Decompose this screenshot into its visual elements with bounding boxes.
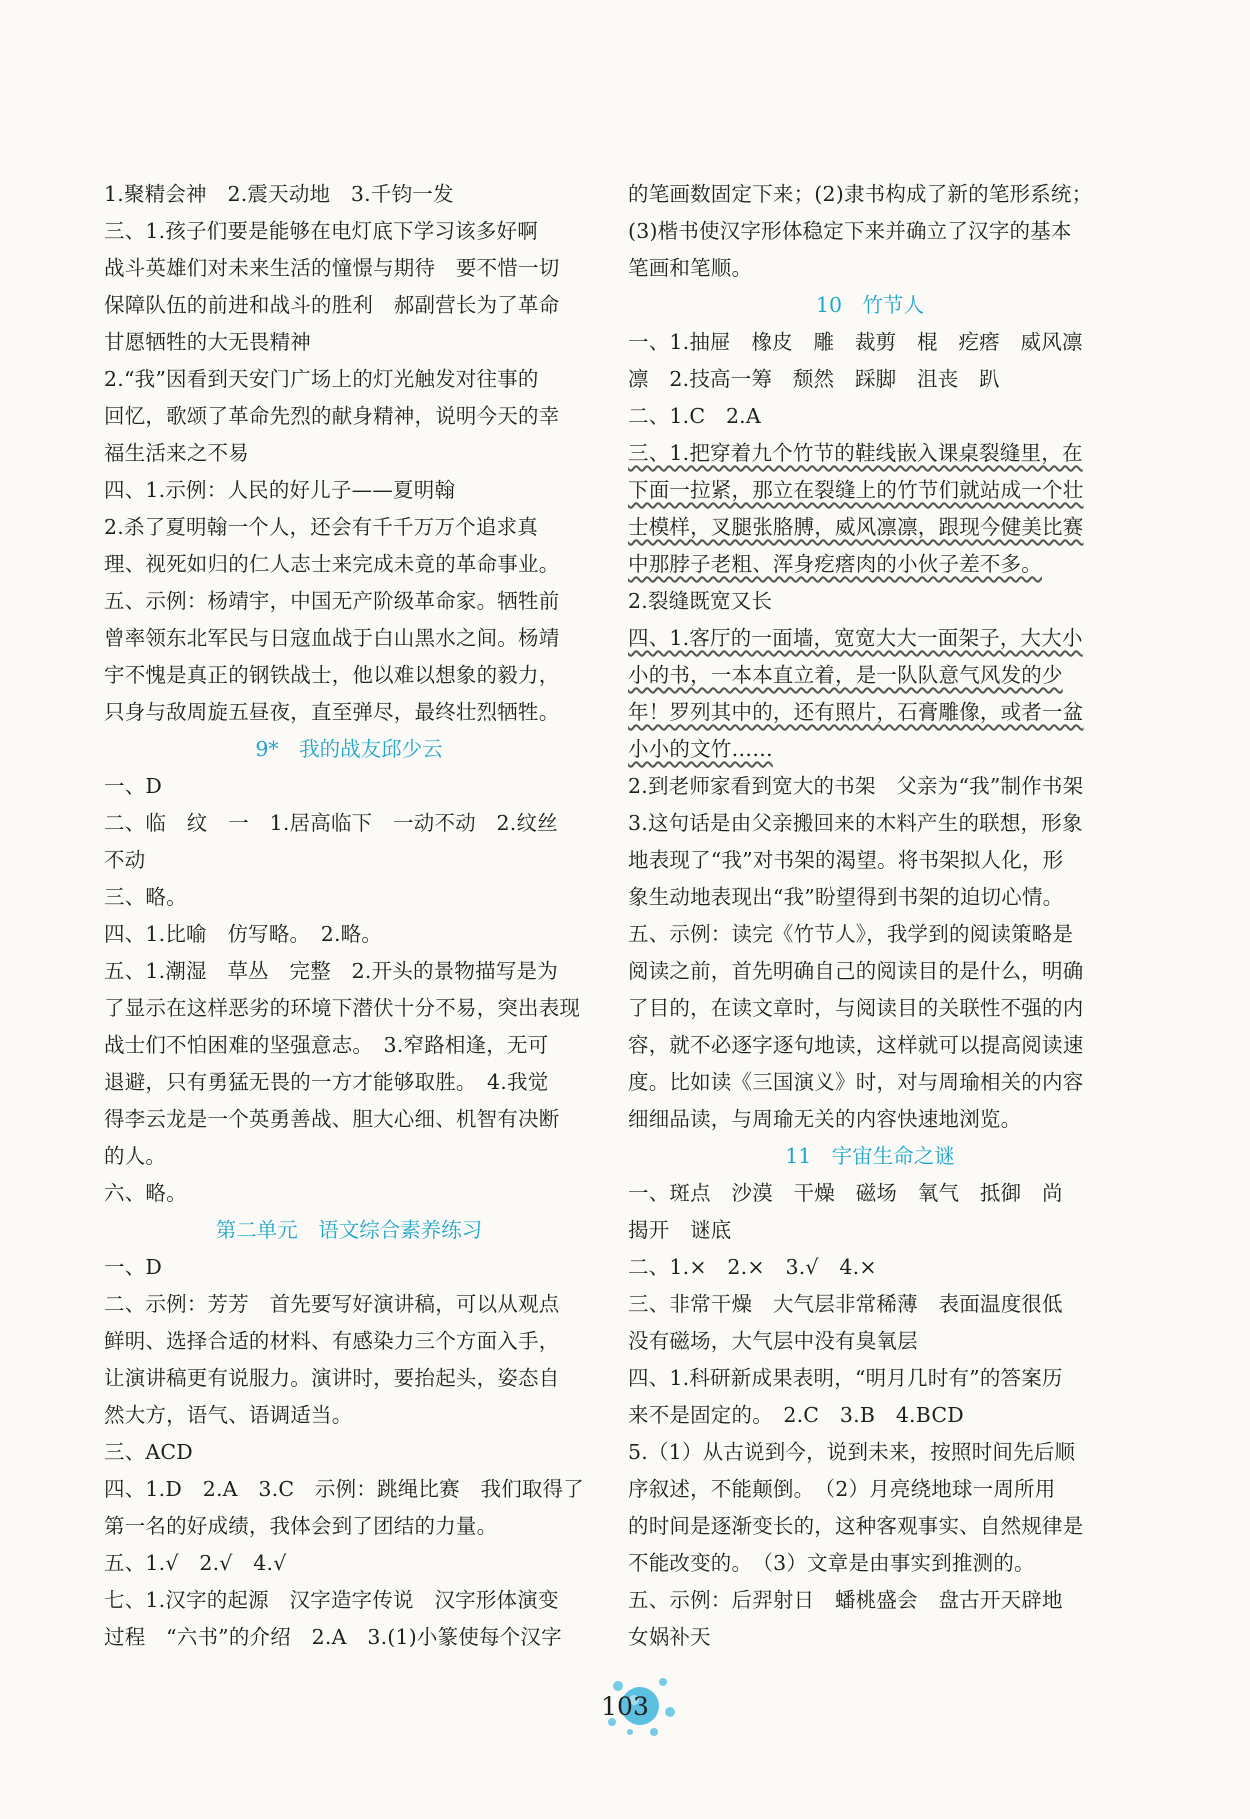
line-text: 退避，只有勇猛无畏的一方才能够取胜。 4.我觉 (104, 1070, 549, 1094)
text-line (628, 731, 1112, 768)
line-text: 五、1.√ 2.√ 4.√ (104, 1551, 287, 1575)
text-line (104, 176, 594, 213)
line-text: 三、1.把穿着九个竹节的鞋线嵌入课桌裂缝里，在 (628, 441, 1083, 465)
text-line (628, 1027, 1112, 1064)
text-line (628, 1323, 1112, 1360)
text-line (104, 398, 594, 435)
line-text: 小小的文竹…… (628, 737, 773, 761)
line-text: 阅读之前，首先明确自己的阅读目的是什么，明确 (628, 959, 1084, 983)
line-text: 2.裂缝既宽又长 (628, 589, 773, 613)
text-line (628, 990, 1112, 1027)
line-text: 一、1.抽屉 橡皮 雕 裁剪 棍 疙瘩 威风凛 (628, 330, 1083, 354)
text-line (628, 694, 1112, 731)
line-text: 宇不愧是真正的钢铁战士，他以难以想象的毅力， (104, 663, 560, 687)
line-text: 让演讲稿更有说服力。演讲时，要抬起头，姿态自 (104, 1366, 560, 1390)
text-line (104, 250, 594, 287)
line-text: 二、1.C 2.A (628, 404, 761, 428)
line-text: 女娲补天 (628, 1625, 711, 1649)
text-line (104, 1582, 594, 1619)
text-line (104, 916, 594, 953)
text-line (104, 1545, 594, 1582)
text-line (104, 1619, 594, 1656)
line-text: 二、1.× 2.× 3.√ 4.× (628, 1255, 877, 1279)
text-line (628, 657, 1112, 694)
text-line (104, 1434, 594, 1471)
text-line (104, 990, 594, 1027)
line-text: 年！罗列其中的，还有照片，石膏雕像，或者一盆 (628, 700, 1084, 724)
text-line (628, 250, 1112, 287)
text-line (628, 1175, 1112, 1212)
line-text: 来不是固定的。 2.C 3.B 4.BCD (628, 1403, 964, 1427)
text-line (104, 805, 594, 842)
line-text: 序叙述，不能颠倒。 （2）月亮绕地球一周所用 (628, 1477, 1056, 1501)
line-text: 四、1.示例：人民的好儿子——夏明翰 (104, 478, 456, 502)
line-text: 理、视死如归的仁人志士来完成未竟的革命事业。 (104, 552, 560, 576)
text-line (104, 1027, 594, 1064)
line-text: 下面一拉紧，那立在裂缝上的竹节们就站成一个壮 (628, 478, 1084, 502)
line-text: 容，就不必逐字逐句地读，这样就可以提高阅读速 (628, 1033, 1084, 1057)
text-line (628, 1101, 1112, 1138)
text-line (628, 1397, 1112, 1434)
text-line (104, 1360, 594, 1397)
text-line (628, 842, 1112, 879)
text-line (628, 435, 1112, 472)
line-text: 曾率领东北军民与日寇血战于白山黑水之间。杨靖 (104, 626, 560, 650)
text-line (104, 879, 594, 916)
line-text: 一、斑点 沙漠 干燥 磁场 氧气 抵御 尚 (628, 1181, 1063, 1205)
line-text: 五、示例：杨靖宇，中国无产阶级革命家。牺牲前 (104, 589, 560, 613)
text-line (104, 213, 594, 250)
line-text: 福生活来之不易 (104, 441, 249, 465)
line-text: 没有磁场，大气层中没有臭氧层 (628, 1329, 918, 1353)
line-text: 三、略。 (104, 885, 187, 909)
text-line (104, 1471, 594, 1508)
text-line (104, 324, 594, 361)
line-text: 三、ACD (104, 1440, 193, 1464)
line-text: 然大方，语气、语调适当。 (104, 1403, 353, 1427)
text-line (104, 657, 594, 694)
line-text: 鲜明、选择合适的材料、有感染力三个方面入手， (104, 1329, 560, 1353)
text-line (628, 879, 1112, 916)
text-line (628, 509, 1112, 546)
line-text: 四、1.客厅的一面墙，宽宽大大一面架子，大大小 (628, 626, 1083, 650)
page-number: 103 (601, 1692, 649, 1721)
line-text: 第二单元 语文综合素养练习 (215, 1218, 483, 1242)
text-line (628, 1249, 1112, 1286)
line-text: 的时间是逐渐变长的，这种客观事实、自然规律是 (628, 1514, 1084, 1538)
line-text: 2.到老师家看到宽大的书架 父亲为“我”制作书架 (628, 774, 1084, 798)
text-line (628, 1286, 1112, 1323)
line-text: 得李云龙是一个英勇善战、胆大心细、机智有决断 (104, 1107, 560, 1131)
text-line (104, 1323, 594, 1360)
text-line (628, 953, 1112, 990)
text-line (104, 1138, 594, 1175)
line-text: 战斗英雄们对未来生活的憧憬与期待 要不惜一切 (104, 256, 560, 280)
text-line (628, 1471, 1112, 1508)
line-text: 11 宇宙生命之谜 (785, 1144, 955, 1168)
line-text: 不动 (104, 848, 146, 872)
line-text: 五、1.潮湿 草丛 完整 2.开头的景物描写是为 (104, 959, 558, 983)
text-line (628, 1064, 1112, 1101)
text-line (628, 1434, 1112, 1471)
line-text: 1.聚精会神 2.震天动地 3.千钧一发 (104, 182, 454, 206)
text-line (104, 768, 594, 805)
line-text: 四、1.D 2.A 3.C 示例：跳绳比赛 我们取得了 (104, 1477, 585, 1501)
text-line (628, 176, 1112, 213)
line-text: 四、1.科研新成果表明，“明月几时有”的答案历 (628, 1366, 1063, 1390)
text-line (104, 1101, 594, 1138)
section-heading (104, 1212, 594, 1249)
line-text: 的笔画数固定下来；(2)隶书构成了新的笔形系统； (628, 182, 1093, 206)
line-text: (3)楷书使汉字形体稳定下来并确立了汉字的基本 (628, 219, 1072, 243)
text-line (104, 546, 594, 583)
line-text: 中那脖子老粗、浑身疙瘩肉的小伙子差不多。 (628, 552, 1042, 576)
text-line (628, 213, 1112, 250)
line-text: 过程 “六书”的介绍 2.A 3.(1)小篆使每个汉字 (104, 1625, 562, 1649)
line-text: 战士们不怕困难的坚强意志。 3.窄路相逢，无可 (104, 1033, 549, 1057)
text-line (104, 583, 594, 620)
line-text: 保障队伍的前进和战斗的胜利 郝副营长为了革命 (104, 293, 560, 317)
text-line (104, 1286, 594, 1323)
line-text: 回忆，歌颂了革命先烈的献身精神，说明今天的幸 (104, 404, 560, 428)
text-line (104, 1249, 594, 1286)
text-line (628, 361, 1112, 398)
line-text: 9* 我的战友邱少云 (255, 737, 443, 761)
line-text: 三、1.孩子们要是能够在电灯底下学习该多好啊 (104, 219, 538, 243)
line-text: 了目的，在读文章时，与阅读目的关联性不强的内 (628, 996, 1084, 1020)
line-text: 甘愿牺牲的大无畏精神 (104, 330, 311, 354)
line-text: 只身与敌周旋五昼夜，直至弹尽，最终壮烈牺牲。 (104, 700, 560, 724)
text-line (628, 546, 1112, 583)
line-text: 小的书，一本本直立着，是一队队意气风发的少 (628, 663, 1063, 687)
right-column (628, 176, 1112, 1656)
text-line (628, 805, 1112, 842)
line-text: 二、示例：芳芳 首先要写好演讲稿，可以从观点 (104, 1292, 560, 1316)
line-text: 笔画和笔顺。 (628, 256, 753, 280)
text-line (104, 472, 594, 509)
text-line (628, 768, 1112, 805)
line-text: 一、D (104, 774, 163, 798)
line-text: 细细品读，与周瑜无关的内容快速地浏览。 (628, 1107, 1022, 1131)
line-text: 揭开 谜底 (628, 1218, 732, 1242)
line-text: 地表现了“我”对书架的渴望。将书架拟人化，形 (628, 848, 1064, 872)
text-line (104, 287, 594, 324)
line-text: 五、示例：后羿射日 蟠桃盛会 盘古开天辟地 (628, 1588, 1063, 1612)
line-text: 第一名的好成绩，我体会到了团结的力量。 (104, 1514, 498, 1538)
line-text: 了显示在这样恶劣的环境下潜伏十分不易，突出表现 (104, 996, 581, 1020)
line-text: 士模样，叉腿张胳膊，威风凛凛，跟现今健美比赛 (628, 515, 1084, 539)
text-line (628, 1545, 1112, 1582)
text-line (628, 583, 1112, 620)
line-text: 5.（1）从古说到今，说到未来，按照时间先后顺 (628, 1440, 1076, 1464)
line-text: 二、临 纹 一 1.居高临下 一动不动 2.纹丝 (104, 811, 558, 835)
section-heading (628, 1138, 1112, 1175)
text-line (628, 324, 1112, 361)
left-column (104, 176, 594, 1656)
line-text: 象生动地表现出“我”盼望得到书架的迫切心情。 (628, 885, 1064, 909)
section-heading (628, 287, 1112, 324)
line-text: 五、示例：读完《竹节人》，我学到的阅读策略是 (628, 922, 1074, 946)
line-text: 3.这句话是由父亲搬回来的木料产生的联想，形象 (628, 811, 1083, 835)
text-line (104, 842, 594, 879)
text-line (104, 1064, 594, 1101)
text-line (628, 398, 1112, 435)
text-line (104, 620, 594, 657)
text-line (628, 1619, 1112, 1656)
section-heading (104, 731, 594, 768)
line-text: 三、非常干燥 大气层非常稀薄 表面温度很低 (628, 1292, 1063, 1316)
text-line (628, 1508, 1112, 1545)
line-text: 不能改变的。 （3）文章是由事实到推测的。 (628, 1551, 1035, 1575)
text-line (628, 916, 1112, 953)
text-line (628, 1360, 1112, 1397)
text-line (104, 694, 594, 731)
text-line (104, 1397, 594, 1434)
text-line (628, 1212, 1112, 1249)
text-line (628, 472, 1112, 509)
line-text: 六、略。 (104, 1181, 187, 1205)
text-line (104, 1508, 594, 1545)
text-line (628, 1582, 1112, 1619)
line-text: 度。比如读《三国演义》时，对与周瑜相关的内容 (628, 1070, 1084, 1094)
line-text: 一、D (104, 1255, 163, 1279)
line-text: 凛 2.技高一筹 颓然 踩脚 沮丧 趴 (628, 367, 1000, 391)
line-text: 七、1.汉字的起源 汉字造字传说 汉字形体演变 (104, 1588, 559, 1612)
line-text: 四、1.比喻 仿写略。 2.略。 (104, 922, 383, 946)
text-line (104, 361, 594, 398)
text-line (104, 1175, 594, 1212)
text-line (104, 953, 594, 990)
text-line (104, 435, 594, 472)
line-text: 2.杀了夏明翰一个人，还会有千千万万个追求真 (104, 515, 538, 539)
line-text: 的人。 (104, 1144, 167, 1168)
text-line (628, 620, 1112, 657)
text-line (104, 509, 594, 546)
line-text: 10 竹节人 (815, 293, 925, 317)
line-text: 2.“我”因看到天安门广场上的灯光触发对往事的 (104, 367, 539, 391)
